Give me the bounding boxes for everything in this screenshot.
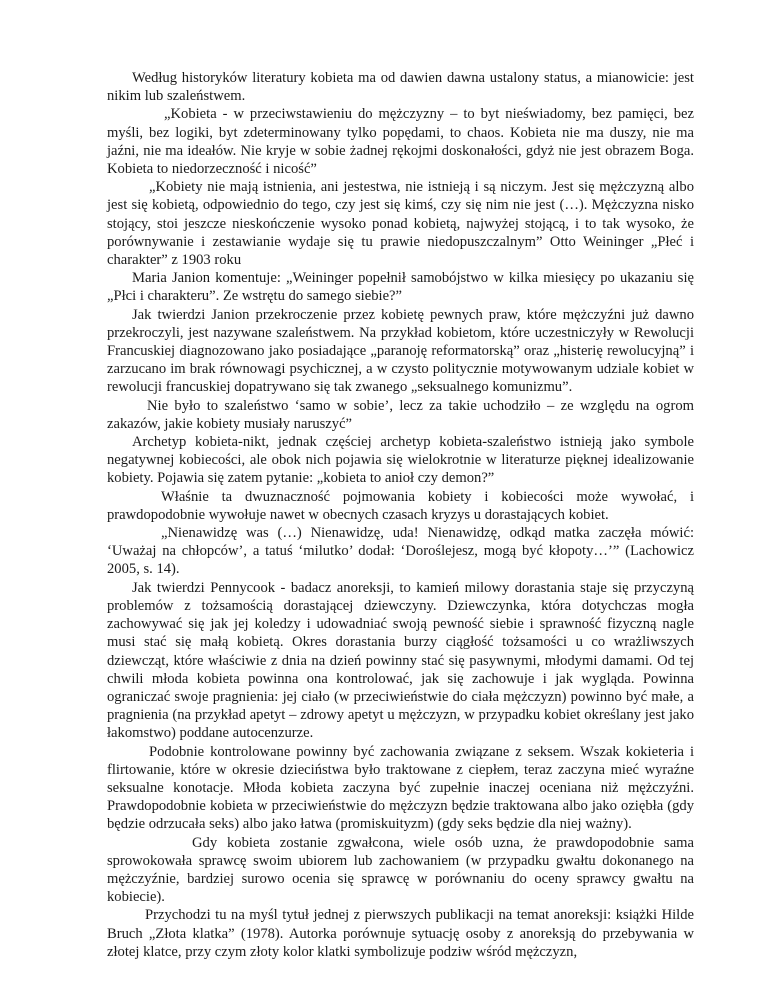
paragraph-status: Według historyków literatury kobieta ma od dawien dawna ustalony status, a mianowicie: jest nikim lub szaleństwem. — [107, 70, 694, 105]
paragraph-archetype: Archetyp kobieta-nikt, jednak częściej archetyp kobieta-szaleństwo istnieją jako symbole negatywnej kobiecości, ale obok nich pojawia się wielokrotnie w literaturze pięknej idealizowanie kobiety. Pojawia się zatem pytanie: „kobieta to anioł czy demon?” — [107, 434, 694, 487]
paragraph-pennycook: Jak twierdzi Pennycook - badacz anoreksji, to kamień milowy dorastania staje się przyczyną problemów z tożsamością dorastającej dziewczyny. Dziewczynka, która dotychczas mogła zachowywać się jak jej koledzy i udowadniać swoją pewność siebie i sprawność fizyczną nagle musi stać się małą kobietą. Okres dorastania burzy ciągłość tożsamości u co wrażliwszych dziewcząt, które właściwie z dnia na dzień powinny stać się pasywnymi, młodymi damami. Od tej chwili młoda kobieta powinna ona kontrolować, jak się zachowuje i jak wygląda. Powinna ograniczać swoje pragnienia: jej ciało (w przeciwieństwie do ciała mężczyzn) powinno być małe, a pragnienia (na przykład apetyt – zdrowy apetyt u mężczyzn, w przypadku kobiet określany jest jako łakomstwo) poddane autocenzurze. — [107, 579, 694, 742]
paragraph-sexuality: Podobnie kontrolowane powinny być zachowania związane z seksem. Wszak kokieteria i flirtowanie, które w okresie dzieciństwa było traktowane z ciepłem, teraz zaczyna mieć wyraźne seksualne konotacje. Młoda kobieta zaczyna być zupełnie inaczej oceniana niż mężczyźni. Prawdopodobnie kobieta w przeciwieństwie do mężczyzn będzie traktowana albo jako oziębła (gdy będzie odrzucała seks) albo jako łatwa (promiskuityzm) (gdy seks będzie dla niej ważny). — [107, 743, 694, 833]
paragraph-quote-weininger: „Kobiety nie mają istnienia, ani jestestwa, nie istnieją i są niczym. Jest się mężczyzną albo jest się kobietą, odpowiednio do tego, czy jest się kimś, czy się nim nie jest (…). Mężczyzna nisko stojący, stoi jeszcze nieskończenie wysoko ponad kobietą, najwyżej stojącą, i to tak wysoko, że porównywanie i zestawianie wydaje się tu prawie niedopuszczalnym” Otto Weininger „Płeć i charakter” z 1903 roku — [107, 179, 694, 269]
paragraph-revolution: Jak twierdzi Janion przekroczenie przez kobietę pewnych praw, które mężczyźni już dawno przekroczyli, jest nazywane szaleństwem. Na przykład kobietom, które uczestniczyły w Rewolucji Francuskiej diagnozowano jako posiadające „paranoję reformatorską” oraz „histerię rewolucyjną” i zarzucano im brak równowagi psychicznej, a w czysto politycznie motywowanym udziale kobiet w rewolucji francuskiej dopatrywano się tak zwanego „seksualnego komunizmu”. — [107, 306, 694, 396]
paragraph-quote-chaos: „Kobieta - w przeciwstawieniu do mężczyzny – to byt nieświadomy, bez pamięci, bez myśli, bez logiki, byt zdeterminowany tylko popędami, to chaos. Kobieta nie ma duszy, nie ma jaźni, nie ma ideałów. Nie kryje w sobie żadnej rękojmi doskonałości, gdyż nie jest obrazem Boga. Kobieta to niedorzeczność i nicość” — [107, 106, 694, 178]
paragraph-assault: Gdy kobieta zostanie zgwałcona, wiele osób uzna, że prawdopodobnie sama sprowokowała sprawcę swoim ubiorem lub zachowaniem (w przypadku gwałtu dokonanego na mężczyźnie, bardziej surowo ocenia się sprawcę w porównaniu do oceny sprawcy gwałtu na kobiecie). — [107, 834, 694, 906]
document-body — [107, 69, 694, 961]
paragraph-ambiguity: Właśnie ta dwuznaczność pojmowania kobiety i kobiecości może wywołać, i prawdopodobnie wywołuje nawet w obecnych czasach kryzys u dorastających kobiet. — [107, 488, 694, 523]
paragraph-janion-comment: Maria Janion komentuje: „Weininger popełnił samobójstwo w kilka miesięcy po ukazaniu się „Płci i charakteru”. Ze wstrętu do samego siebie?” — [107, 270, 694, 305]
paragraph-madness: Nie było to szaleństwo ‘samo w sobie’, lecz za takie uchodziło – ze względu na ogrom zakazów, jakie kobiety musiały naruszyć” — [107, 397, 694, 432]
paragraph-golden-cage: Przychodzi tu na myśl tytuł jednej z pierwszych publikacji na temat anoreksji: książki Hilde Bruch „Złota klatka” (1978). Autorka porównuje sytuację osoby z anoreksją do przebywania w złotej klatce, przy czym złoty kolor klatki symbolizuje podziw wśród mężczyzn, — [107, 907, 694, 960]
paragraph-quote-lachowicz: „Nienawidzę was (…) Nienawidzę, uda! Nienawidzę, odkąd matka zaczęła mówić: ‘Uważaj na chłopców’, a tatuś ‘milutko’ dodał: ‘Doroślejesz, mogą być kłopoty…’” (Lachowicz 2005, s. 14). — [107, 525, 694, 578]
